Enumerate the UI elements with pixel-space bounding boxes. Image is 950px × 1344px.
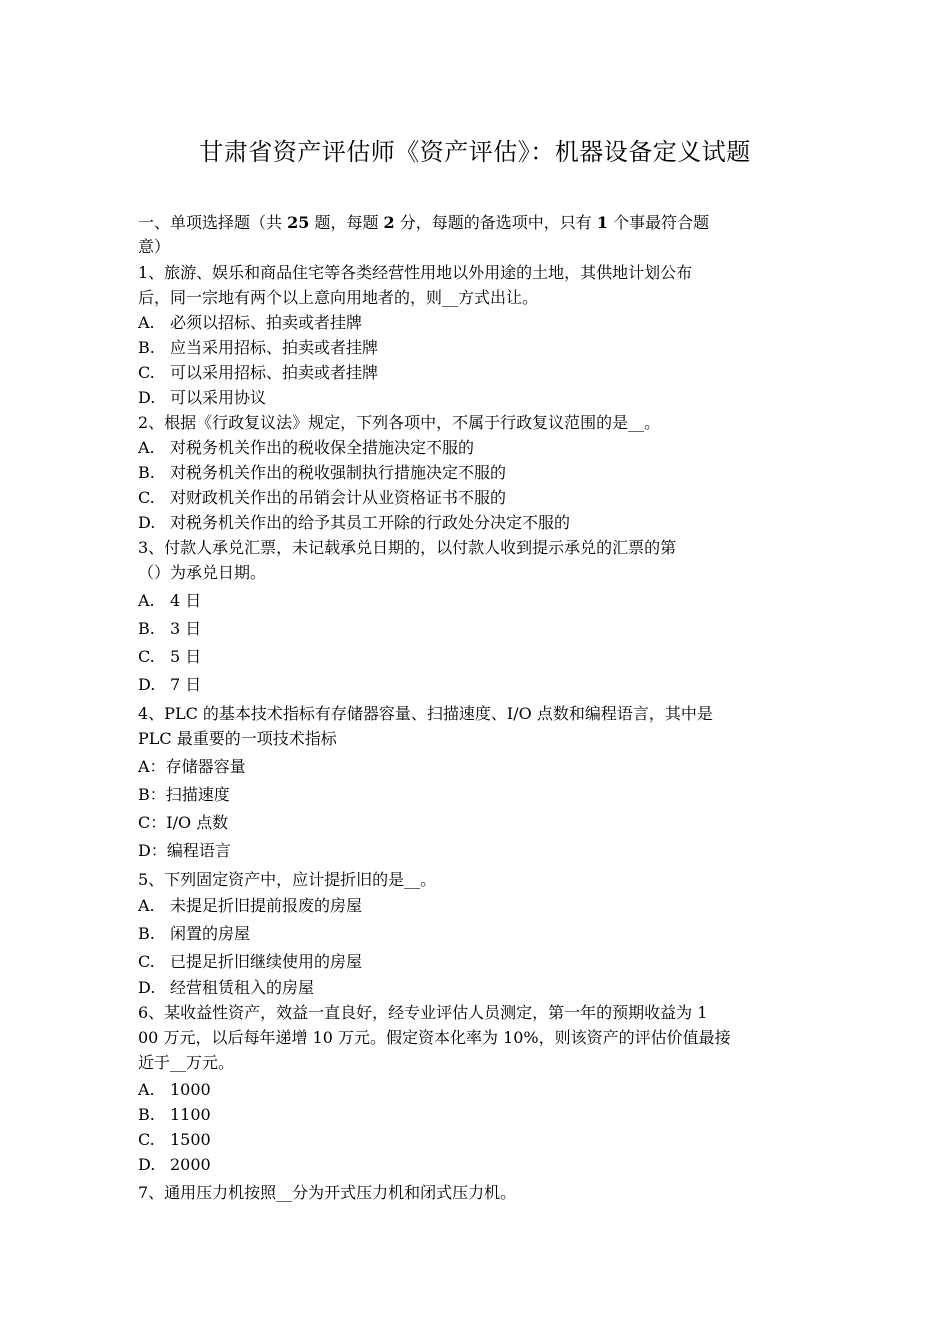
- question-5-option-d: D. 经营租赁租入的房屋: [138, 978, 315, 997]
- question-4-text: 4、PLC 的基本技术指标有存储器容量、扫描速度、I/O 点数和编程语言，其中是: [138, 704, 713, 723]
- question-6-text: 6、某收益性资产，效益一直良好，经专业评估人员测定，第一年的预期收益为 1: [138, 1003, 708, 1022]
- question-6-text-cont: 00 万元，以后每年递增 10 万元。假定资本化率为 10%，则该资产的评估价值最接: [138, 1028, 731, 1047]
- question-6-option-a: A. 1000: [138, 1080, 211, 1099]
- question-2-option-c: C. 对财政机关作出的吊销会计从业资格证书不服的: [138, 488, 507, 507]
- question-6-option-b: B. 1100: [138, 1105, 211, 1124]
- question-2-text: 2、根据《行政复议法》规定，下列各项中，不属于行政复议范围的是__。: [138, 413, 661, 432]
- question-3-text: 3、付款人承兑汇票，未记载承兑日期的，以付款人收到提示承兑的汇票的第: [138, 538, 677, 557]
- question-1-text-cont: 后，同一宗地有两个以上意向用地者的，则__方式出让。: [138, 288, 539, 307]
- question-3-option-c: C. 5 日: [138, 647, 202, 666]
- question-2-option-d: D. 对税务机关作出的给予其员工开除的行政处分决定不服的: [138, 513, 571, 532]
- question-4-option-d: D：编程语言: [138, 841, 231, 860]
- question-5-option-a: A. 未提足折旧提前报废的房屋: [138, 896, 363, 915]
- section-heading-cont: 意）: [138, 237, 171, 256]
- question-count: 25: [287, 213, 310, 232]
- question-3-text-cont: （）为承兑日期。: [138, 563, 267, 582]
- section-text: 一、单项选择题（共: [138, 213, 288, 232]
- question-6-option-c: C. 1500: [138, 1130, 211, 1149]
- question-4-option-a: A：存储器容量: [138, 757, 246, 776]
- question-2-option-b: B. 对税务机关作出的税收强制执行措施决定不服的: [138, 463, 507, 482]
- section-text: 分，每题的备选项中，只有: [394, 213, 597, 232]
- question-5-option-c: C. 已提足折旧继续使用的房屋: [138, 952, 363, 971]
- question-5-option-b: B. 闲置的房屋: [138, 924, 251, 943]
- question-1-option-c: C. 可以采用招标、拍卖或者挂牌: [138, 363, 379, 382]
- document-title: 甘肃省资产评估师《资产评估》：机器设备定义试题: [199, 138, 751, 166]
- question-1-text: 1、旅游、娱乐和商品住宅等各类经营性用地以外用途的土地，其供地计划公布: [138, 263, 693, 282]
- question-3-option-a: A. 4 日: [138, 591, 202, 610]
- question-6-text-cont2: 近于__万元。: [138, 1053, 235, 1072]
- question-3-option-d: D. 7 日: [138, 675, 202, 694]
- question-3-option-b: B. 3 日: [138, 619, 202, 638]
- correct-count: 1: [596, 213, 609, 232]
- question-7-text: 7、通用压力机按照__分为开式压力机和闭式压力机。: [138, 1183, 517, 1202]
- question-4-option-b: B：扫描速度: [138, 785, 230, 804]
- question-2-option-a: A. 对税务机关作出的税收保全措施决定不服的: [138, 438, 475, 457]
- question-4-text-cont: PLC 最重要的一项技术指标: [138, 729, 337, 748]
- section-heading: [138, 212, 709, 234]
- section-text: 个事最符合题: [608, 213, 710, 232]
- question-1-option-d: D. 可以采用协议: [138, 388, 267, 407]
- question-5-text: 5、下列固定资产中，应计提折旧的是__。: [138, 870, 437, 889]
- points-per-question: 2: [383, 213, 395, 232]
- question-1-option-a: A. 必须以招标、拍卖或者挂牌: [138, 313, 363, 332]
- question-4-option-c: C：I/O 点数: [138, 813, 229, 832]
- section-text: 题，每题: [309, 213, 384, 232]
- question-1-option-b: B. 应当采用招标、拍卖或者挂牌: [138, 338, 379, 357]
- question-6-option-d: D. 2000: [138, 1155, 211, 1174]
